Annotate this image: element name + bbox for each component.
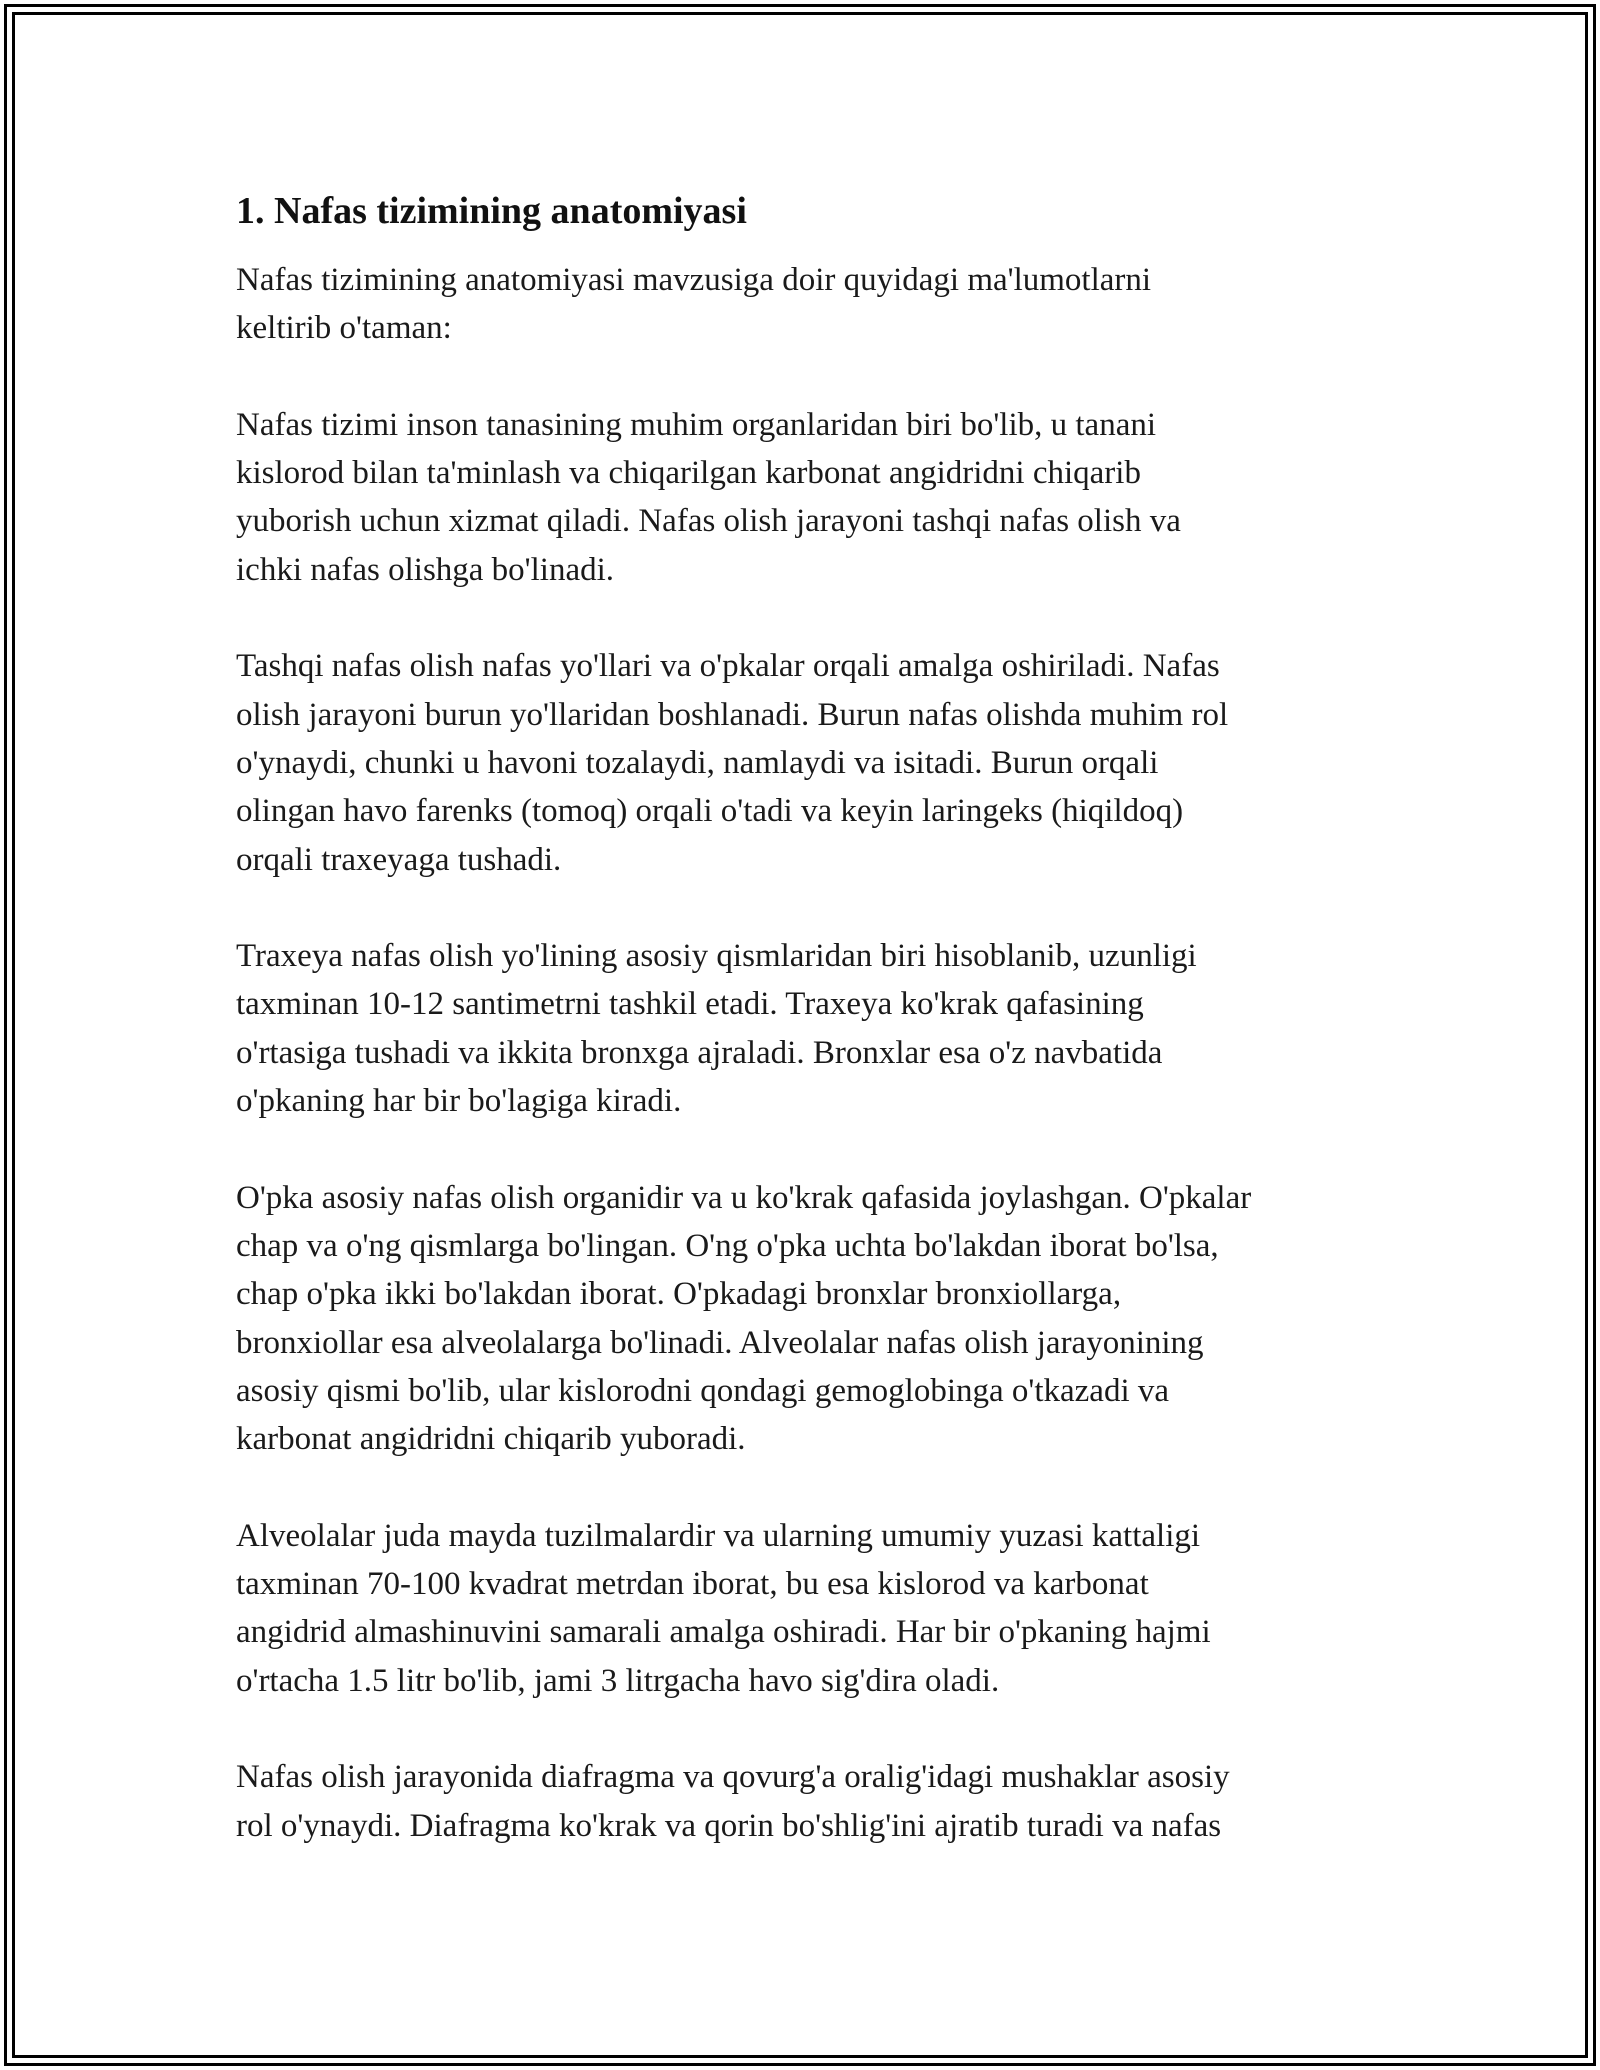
- paragraph-trachea: Traxeya nafas olish yo'lining asosiy qismlaridan biri hisoblanib, uzunligi taxminan 10-12 santimetrni tashkil etadi. Traxeya ko'krak qafasining o'rtasiga tushadi va ikkita bronxga ajraladi. Bronxlar esa o'z navbatida o'pkaning har bir bo'lagiga kiradi.: [236, 938, 1197, 1120]
- document-body: [236, 186, 1376, 1898]
- paragraph-alveoli: Alveolalar juda mayda tuzilmalardir va ularning umumiy yuzasi kattaligi taxminan 70-100 kvadrat metrdan iborat, bu esa kislorod va karbonat angidrid almashinuvini samarali amalga oshiradi. Har bir o'pkaning hajmi o'rtacha 1.5 litr bo'lib, jami 3 litrgacha havo sig'dira oladi.: [236, 1517, 1211, 1699]
- paragraph-diaphragm: Nafas olish jarayonida diafragma va qovurg'a oralig'idagi mushaklar asosiy rol o'ynaydi. Diafragma ko'krak va qorin bo'shlig'ini ajratib turadi va nafas: [236, 1759, 1230, 1844]
- paragraph-respiratory-system: Nafas tizimi inson tanasining muhim organlaridan biri bo'lib, u tanani kislorod bilan ta'minlash va chiqarilgan karbonat angidridni chiqarib yuborish uchun xizmat qiladi. Nafas olish jarayoni tashqi nafas olish va ichki nafas olishga bo'linadi.: [236, 406, 1181, 588]
- paragraph-lungs: O'pka asosiy nafas olish organidir va u ko'krak qafasida joylashgan. O'pkalar chap va o'ng qismlarga bo'lingan. O'ng o'pka uchta bo'lakdan iborat bo'lsa, chap o'pka ikki bo'lakdan iborat. O'pkadagi bronxlar bronxiollarga, bronxiollar esa alveolalarga bo'linadi. Alveolalar nafas olish jarayonining asosiy qismi bo'lib, ular kislorodni qondagi gemoglobinga o'tkazadi va karbonat angidridni chiqarib yuboradi.: [236, 1179, 1252, 1458]
- paragraph-intro: Nafas tizimining anatomiyasi mavzusiga doir quyidagi ma'lumotlarni keltirib o'taman:: [236, 262, 1152, 347]
- paragraph-external-respiration: Tashqi nafas olish nafas yo'llari va o'pkalar orqali amalga oshiriladi. Nafas olish jarayoni burun yo'llaridan boshlanadi. Burun nafas olishda muhim rol o'ynaydi, chunki u havoni tozalaydi, namlaydi va isitadi. Burun orqali olingan havo farenks (tomoq) orqali o'tadi va keyin laringeks (hiqildoq) orqali traxeyaga tushadi.: [236, 648, 1229, 878]
- page-title: 1. Nafas tizimining anatomiyasi: [236, 190, 747, 232]
